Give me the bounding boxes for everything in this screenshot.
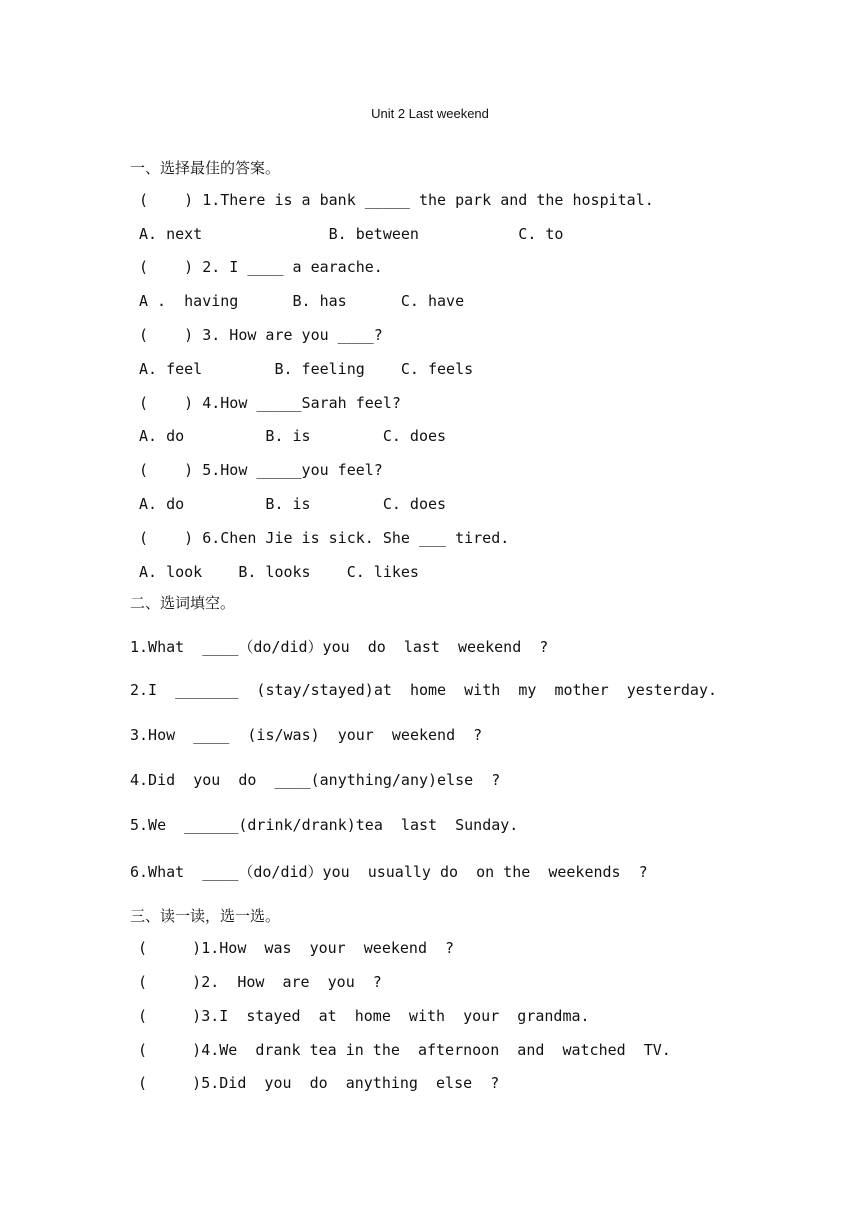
section3-line: ( )5.Did you do anything else ?	[138, 1074, 500, 1092]
section1-line: A. next B. between C. to	[139, 225, 564, 243]
section1-line: ( ) 2. I ____ a earache.	[139, 258, 383, 276]
section1-line: A . having B. has C. have	[139, 292, 465, 310]
section3-line: ( )1.How was your weekend ?	[138, 939, 455, 957]
section1-line: A. look B. looks C. likes	[139, 563, 419, 581]
section1-line: A. do B. is C. does	[139, 495, 447, 513]
document-title: Unit 2 Last weekend	[371, 106, 489, 121]
section3-heading: 三、读一读，选一选。	[130, 907, 281, 925]
section2-line: 2.I _______ (stay/stayed)at home with my mother yesterday.	[130, 681, 717, 699]
section2-line: 1.What ____（do/did）you do last weekend ?	[130, 638, 549, 656]
section1-line: ( ) 6.Chen Jie is sick. She ___ tired.	[139, 529, 510, 547]
section3-line: ( )3.I stayed at home with your grandma.	[138, 1007, 590, 1025]
section1-line: A. feel B. feeling C. feels	[139, 360, 474, 378]
section2-heading: 二、选词填空。	[130, 594, 236, 612]
section1-heading: 一、选择最佳的答案。	[130, 159, 281, 177]
section2-line: 6.What ____（do/did）you usually do on the weekends ?	[130, 863, 648, 881]
section2-line: 4.Did you do ____(anything/any)else ?	[130, 771, 501, 789]
section1-line: ( ) 5.How _____you feel?	[139, 461, 383, 479]
section1-line: ( ) 3. How are you ____?	[139, 326, 383, 344]
section1-line: ( ) 4.How _____Sarah feel?	[139, 394, 401, 412]
section3-line: ( )2. How are you ?	[138, 973, 382, 991]
section1-line: ( ) 1.There is a bank _____ the park and the hospital.	[139, 191, 654, 209]
section2-line: 5.We ______(drink/drank)tea last Sunday.	[130, 816, 519, 834]
section1-line: A. do B. is C. does	[139, 427, 447, 445]
section2-line: 3.How ____ (is/was) your weekend ?	[130, 726, 483, 744]
section3-line: ( )4.We drank tea in the afternoon and watched TV.	[138, 1041, 671, 1059]
